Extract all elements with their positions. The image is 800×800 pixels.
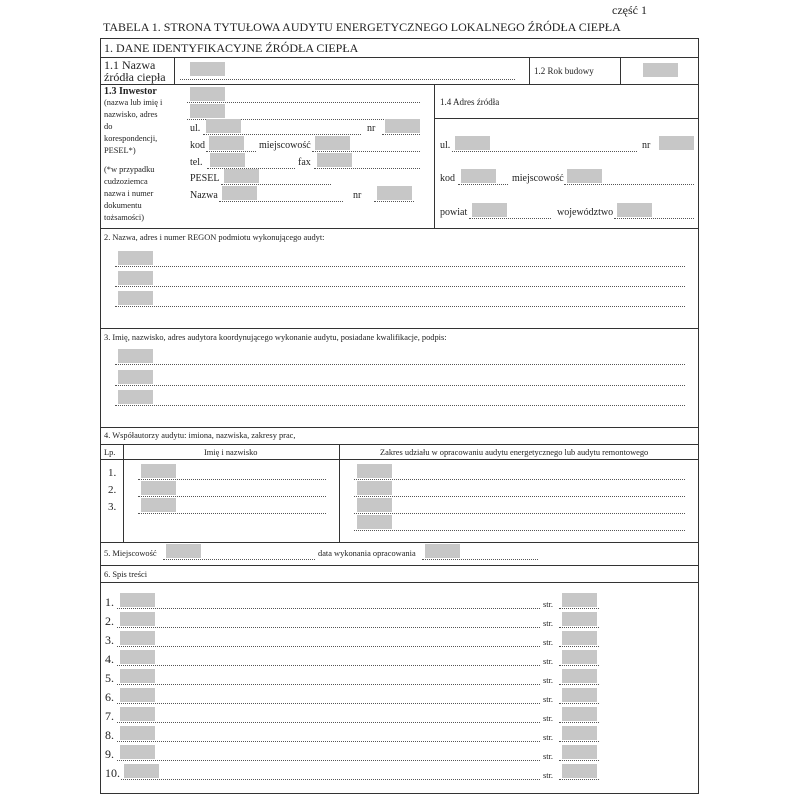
toc-page-field[interactable] — [562, 745, 597, 759]
investor-name-field-2[interactable] — [190, 104, 225, 118]
dotted-line — [559, 741, 599, 742]
dotted-line — [117, 665, 540, 666]
toc-title-field[interactable] — [120, 707, 155, 721]
section2-heading: 2. Nazwa, adres i numer REGON podmiotu wykonującego audyt: — [104, 233, 325, 242]
divider — [434, 84, 435, 228]
dotted-line — [115, 266, 685, 267]
dotted-line — [559, 779, 599, 780]
dotted-line — [117, 646, 540, 647]
divider — [100, 582, 699, 583]
dotted-line — [187, 102, 420, 103]
dotted-line — [117, 627, 540, 628]
investor-footnote-2: cudzoziemca — [104, 177, 148, 186]
address-nr-field[interactable] — [659, 136, 694, 150]
dotted-line — [138, 479, 326, 480]
col-lp-header: Lp. — [104, 448, 116, 457]
build-year-label: 1.2 Rok budowy — [534, 66, 594, 76]
part-number: część 1 — [612, 3, 647, 17]
coauthor-lp-1: 1. — [108, 467, 117, 479]
investor-city-label: miejscowość — [259, 140, 311, 151]
divider — [529, 57, 530, 84]
toc-title-field[interactable] — [120, 631, 155, 645]
toc-title-field[interactable] — [120, 650, 155, 664]
divider — [100, 459, 699, 460]
dotted-line — [219, 201, 343, 202]
address-street-field[interactable] — [455, 136, 490, 150]
investor-doc-name-label: Nazwa — [190, 190, 218, 201]
toc-number: 5. — [105, 671, 114, 685]
dotted-line — [469, 218, 551, 219]
investor-city-field[interactable] — [315, 136, 350, 150]
coordinator-field-1[interactable] — [118, 349, 153, 363]
dotted-line — [180, 79, 515, 80]
address-title: 1.4 Adres źródła — [440, 97, 500, 107]
address-nr-label: nr — [642, 140, 651, 151]
divider — [434, 118, 699, 119]
dotted-line — [559, 665, 599, 666]
section3-heading: 3. Imię, nazwisko, adres audytora koordynującego wykonanie audytu, posiadane kwalifikacje, podpis: — [104, 333, 447, 342]
investor-doc-nr-field[interactable] — [377, 186, 412, 200]
investor-note-3: do — [104, 122, 113, 131]
divider — [100, 228, 699, 229]
investor-fax-field[interactable] — [317, 153, 352, 167]
toc-page-label: str. — [543, 733, 554, 742]
toc-number: 4. — [105, 652, 114, 666]
toc-page-field[interactable] — [562, 612, 597, 626]
investor-name-field-1[interactable] — [190, 87, 225, 101]
col-name-header: Imię i nazwisko — [204, 448, 258, 457]
dotted-line — [452, 151, 637, 152]
investor-footnote-1: (*w przypadku — [104, 165, 155, 174]
dotted-line — [354, 479, 685, 480]
dotted-line — [458, 184, 508, 185]
investor-note-2: nazwisko, adres — [104, 110, 158, 119]
dotted-line — [559, 703, 599, 704]
dotted-line — [117, 608, 540, 609]
toc-page-label: str. — [543, 619, 554, 628]
toc-number: 1. — [105, 595, 114, 609]
investor-postcode-field[interactable] — [209, 136, 244, 150]
dotted-line — [117, 684, 540, 685]
coauthor-scope-field-2[interactable] — [357, 481, 392, 495]
divider — [100, 328, 699, 329]
toc-title-field[interactable] — [120, 612, 155, 626]
toc-number: 2. — [105, 614, 114, 628]
dotted-line — [206, 151, 256, 152]
dotted-line — [354, 496, 685, 497]
toc-title-field[interactable] — [120, 688, 155, 702]
coordinator-field-2[interactable] — [118, 370, 153, 384]
col-scope-header: Zakres udziału w opracowaniu audytu energetycznego lub audytu remontowego — [380, 448, 649, 457]
dotted-line — [382, 134, 420, 135]
dotted-line — [564, 184, 694, 185]
dotted-line — [115, 385, 685, 386]
toc-page-field[interactable] — [562, 669, 597, 683]
investor-phone-label: tel. — [190, 157, 203, 168]
toc-page-label: str. — [543, 695, 554, 704]
address-postcode-label: kod — [440, 173, 455, 184]
date-label: data wykonania opracowania — [318, 549, 416, 558]
toc-page-field[interactable] — [562, 593, 597, 607]
toc-title-field[interactable] — [120, 593, 155, 607]
coauthor-scope-field-1[interactable] — [357, 464, 392, 478]
toc-page-label: str. — [543, 657, 554, 666]
dotted-line — [115, 306, 685, 307]
section4-heading: 4. Współautorzy audytu: imiona, nazwiska, zakresy prac, — [104, 431, 296, 440]
dotted-line — [138, 496, 326, 497]
dotted-line — [374, 201, 414, 202]
toc-page-field[interactable] — [562, 631, 597, 645]
coordinator-field-3[interactable] — [118, 390, 153, 404]
place-field[interactable] — [166, 544, 201, 558]
coauthor-scope-field-3[interactable] — [357, 498, 392, 512]
source-name-label-2: źródła ciepła — [104, 70, 166, 84]
dotted-line — [559, 646, 599, 647]
dotted-line — [138, 513, 326, 514]
dotted-line — [559, 722, 599, 723]
build-year-field[interactable] — [643, 63, 678, 77]
address-postcode-field[interactable] — [461, 169, 496, 183]
divider — [100, 444, 699, 445]
address-county-field[interactable] — [472, 203, 507, 217]
investor-doc-nr-label: nr — [353, 190, 362, 201]
toc-number: 8. — [105, 728, 114, 742]
investor-footnote-3: nazwa i numer — [104, 189, 154, 198]
divider — [100, 542, 699, 543]
date-field[interactable] — [425, 544, 460, 558]
toc-page-label: str. — [543, 638, 554, 647]
dotted-line — [312, 151, 420, 152]
investor-pesel-label: PESEL — [190, 173, 220, 184]
toc-page-field[interactable] — [562, 688, 597, 702]
dotted-line — [115, 286, 685, 287]
section6-heading: 6. Spis treści — [104, 570, 148, 579]
investor-note-5: PESEL*) — [104, 146, 136, 155]
dotted-line — [614, 218, 694, 219]
investor-nr-field[interactable] — [385, 119, 420, 133]
toc-title-field[interactable] — [120, 669, 155, 683]
toc-page-field[interactable] — [562, 726, 597, 740]
investor-note-4: korespondencji, — [104, 134, 158, 143]
toc-page-field[interactable] — [562, 650, 597, 664]
dotted-line — [117, 760, 540, 761]
auditor-entity-field-1[interactable] — [118, 251, 153, 265]
toc-page-label: str. — [543, 714, 554, 723]
investor-footnote-5: tożsamości) — [104, 213, 145, 222]
dotted-line — [559, 760, 599, 761]
toc-page-label: str. — [543, 752, 554, 761]
toc-page-field[interactable] — [562, 707, 597, 721]
coauthor-name-field-2[interactable] — [141, 481, 176, 495]
investor-fax-label: fax — [298, 157, 311, 168]
toc-number: 3. — [105, 633, 114, 647]
dotted-line — [115, 405, 685, 406]
address-province-field[interactable] — [617, 203, 652, 217]
divider — [174, 57, 175, 84]
dotted-line — [354, 513, 685, 514]
dotted-line — [422, 559, 538, 560]
dotted-line — [559, 608, 599, 609]
dotted-line — [117, 722, 540, 723]
dotted-line — [314, 168, 420, 169]
investor-street-field[interactable] — [206, 119, 241, 133]
dotted-line — [559, 627, 599, 628]
toc-number: 6. — [105, 690, 114, 704]
toc-title-field[interactable] — [120, 745, 155, 759]
address-county-label: powiat — [440, 207, 468, 218]
divider — [100, 565, 699, 566]
coauthor-lp-3: 3. — [108, 501, 117, 513]
dotted-line — [221, 184, 331, 185]
toc-title-field[interactable] — [120, 726, 155, 740]
toc-page-field[interactable] — [562, 764, 597, 778]
dotted-line — [163, 559, 315, 560]
address-city-label: miejscowość — [512, 173, 564, 184]
dotted-line — [203, 134, 361, 135]
dotted-line — [559, 684, 599, 685]
investor-doc-name-field[interactable] — [222, 186, 257, 200]
divider — [100, 84, 699, 85]
toc-number: 7. — [105, 709, 114, 723]
toc-number: 10. — [105, 766, 120, 780]
coauthor-lp-2: 2. — [108, 484, 117, 496]
coauthor-name-field-1[interactable] — [141, 464, 176, 478]
coauthor-scope-field-4[interactable] — [357, 515, 392, 529]
divider — [100, 427, 699, 428]
dotted-line — [117, 703, 540, 704]
section1-heading: 1. DANE IDENTYFIKACYJNE ŹRÓDŁA CIEPŁA — [104, 41, 359, 55]
page-title: TABELA 1. STRONA TYTUŁOWA AUDYTU ENERGETYCZNEGO LOKALNEGO ŹRÓDŁA CIEPŁA — [103, 20, 621, 34]
toc-title-field[interactable] — [124, 764, 159, 778]
dotted-line — [115, 364, 685, 365]
auditor-entity-field-3[interactable] — [118, 291, 153, 305]
auditor-entity-field-2[interactable] — [118, 271, 153, 285]
investor-pesel-field[interactable] — [224, 169, 259, 183]
address-city-field[interactable] — [567, 169, 602, 183]
dotted-line — [121, 779, 540, 780]
investor-street-label: ul. — [190, 123, 201, 134]
source-name-field[interactable] — [190, 62, 225, 76]
coauthor-name-field-3[interactable] — [141, 498, 176, 512]
dotted-line — [354, 530, 685, 531]
address-province-label: województwo — [557, 207, 614, 218]
place-label: 5. Miejscowość — [104, 549, 157, 558]
toc-page-label: str. — [543, 771, 554, 780]
toc-number: 9. — [105, 747, 114, 761]
investor-note-1: (nazwa lub imię i — [104, 98, 163, 107]
address-street-label: ul. — [440, 140, 451, 151]
source-name-label: 1.1 Nazwa — [104, 58, 156, 72]
investor-postcode-label: kod — [190, 140, 205, 151]
investor-phone-field[interactable] — [210, 153, 245, 167]
dotted-line — [117, 741, 540, 742]
divider — [620, 57, 621, 84]
investor-nr-label: nr — [367, 123, 376, 134]
toc-page-label: str. — [543, 676, 554, 685]
investor-title: 1.3 Inwestor — [104, 86, 157, 97]
investor-footnote-4: dokumentu — [104, 201, 142, 210]
divider — [100, 57, 699, 58]
toc-page-label: str. — [543, 600, 554, 609]
